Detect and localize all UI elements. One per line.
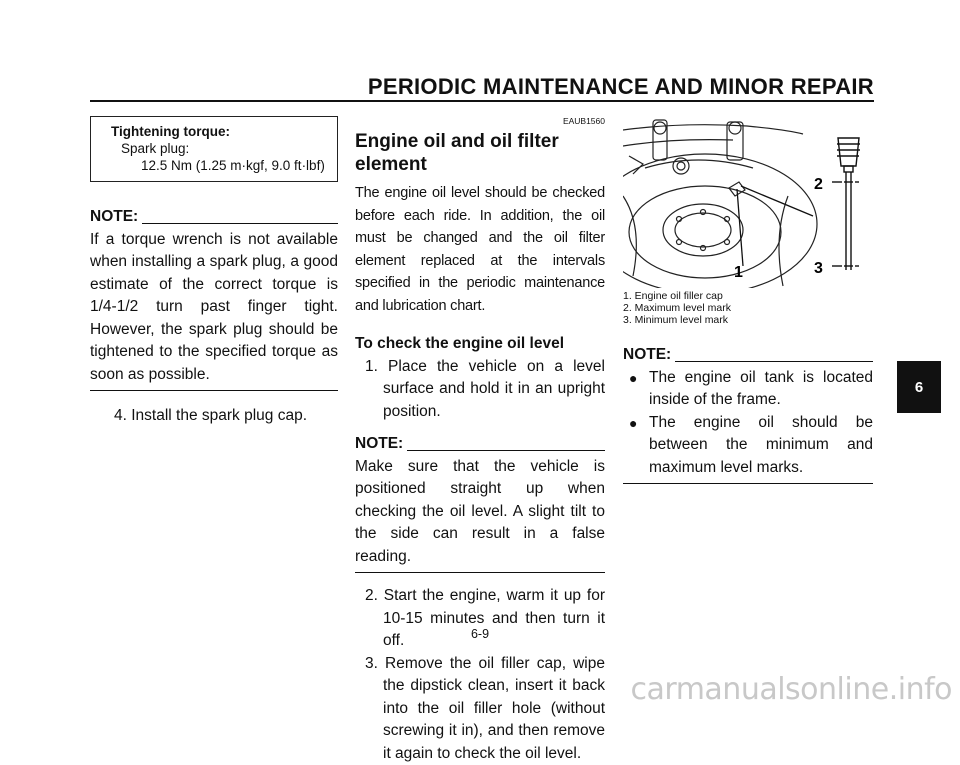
figure-legend [623,290,873,326]
note-bullets [623,367,873,485]
callout-2: 2 [814,176,823,193]
torque-box-item: Spark plug: [103,140,327,157]
page-header [0,0,960,110]
intro-paragraph: The engine oil level should be checked before each ride. In addition, the oil must be changed and the oil filter element replaced at the intervals specified in the periodic maintenance and lubrication chart. [355,182,605,317]
right-column [623,116,873,496]
bullet-text: The engine oil tank is located inside of the frame. [649,367,873,412]
section-code: EAUB1560 [355,116,605,126]
engine-illustration [623,116,873,288]
note-label: NOTE: [623,344,671,367]
bullet-item [623,367,873,412]
note-label: NOTE: [90,206,138,229]
subheading: To check the engine oil level [355,333,605,356]
middle-column [355,116,605,765]
torque-spec-box [90,116,338,182]
torque-box-title: Tightening torque: [103,123,327,140]
note-heading [623,344,873,367]
page-header-title: PERIODIC MAINTENANCE AND MINOR REPAIR [368,74,874,100]
callout-1: 1 [734,264,743,281]
note-rule [142,223,338,224]
legend-item: 2. Maximum level mark [623,302,873,314]
bullet-item [623,412,873,480]
note-label: NOTE: [355,433,403,456]
torque-box-value: 12.5 Nm (1.25 m·kgf, 9.0 ft·lbf) [103,157,327,174]
left-column [90,116,338,428]
step-1: 1. Place the vehicle on a level surface and hold it in an upright position. [355,356,605,424]
note-rule [675,361,873,362]
oil-check-figure [623,116,873,288]
note-text: If a torque wrench is not available when installing a spark plug, a good estimate of the correct torque is 1/4-1/2 turn past finger tight. However, the spark plug should be tightened to the specified torque as soon as possible. [90,229,338,392]
step-3: 3. Remove the oil filler cap, wipe the dipstick clean, insert it back into the oil filler hole (without screwing it in), and then remove it again to check the oil level. [355,653,605,765]
header-rule [90,100,874,102]
callout-3: 3 [814,260,823,277]
note-heading [90,206,338,229]
legend-item: 3. Minimum level mark [623,314,873,326]
chapter-tab: 6 [897,361,941,413]
watermark: carmanualsonline.info [631,672,952,707]
note-text: Make sure that the vehicle is positioned straight up when checking the oil level. A slight tilt to the side can result in a false reading. [355,456,605,574]
page-number: 6-9 [0,627,960,641]
legend-item: 1. Engine oil filler cap [623,290,873,302]
step-4: 4. Install the spark plug cap. [90,405,338,428]
step-2: 2. Start the engine, warm it up for 10-15 minutes and then turn it off. [355,585,605,653]
bullet-icon: ● [629,367,649,412]
bullet-icon: ● [629,412,649,480]
note-rule [407,450,605,451]
bullet-text: The engine oil should be between the minimum and maximum level marks. [649,412,873,480]
section-title: Engine oil and oil filter element [355,130,605,176]
note-heading [355,433,605,456]
